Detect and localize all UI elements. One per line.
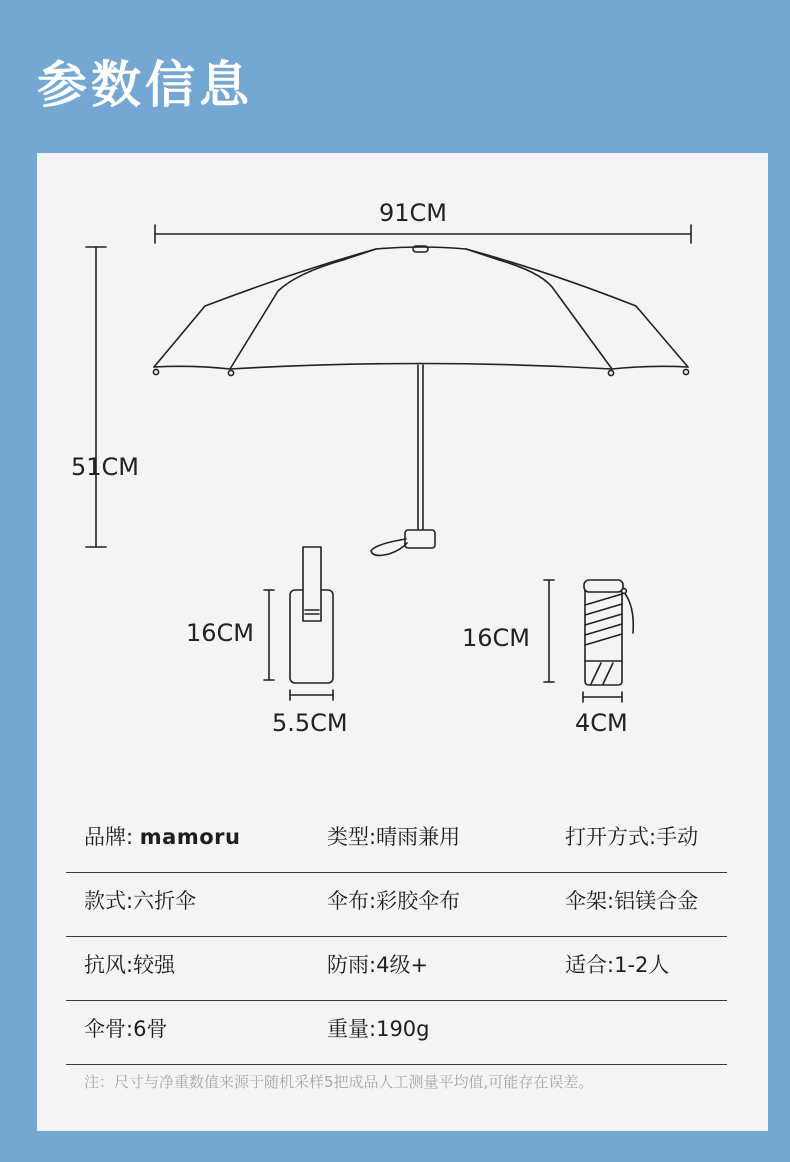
folded-height-a-label: 16CM [186, 619, 255, 647]
spec-style [84, 885, 196, 915]
spec-value: 190g [376, 1017, 430, 1041]
spec-type [327, 821, 460, 851]
open-umbrella-icon [153, 246, 688, 555]
spec-label: 抗风: [84, 953, 134, 977]
umbrella-diagram [37, 153, 768, 793]
spec-label: 适合: [565, 953, 615, 977]
spec-card [37, 153, 768, 1131]
spec-suitable-for [565, 949, 669, 979]
folded-width-b-label: 4CM [575, 709, 628, 737]
folded-umbrella-icon [544, 580, 633, 702]
spec-label: 伞布: [327, 889, 377, 913]
spec-label: 防雨: [327, 953, 377, 977]
folded-umbrella-sleeve-icon [264, 547, 333, 700]
spec-label: 品牌: [84, 825, 134, 849]
spec-value: 晴雨兼用 [376, 825, 461, 849]
footnote: 注：尺寸与净重数值来源于随机采样5把成品人工测量平均值,可能存在误差。 [84, 1073, 594, 1091]
spec-wind-resistance [84, 949, 175, 979]
spec-value: 彩胶伞布 [376, 889, 461, 913]
spec-value: 6骨 [133, 1017, 168, 1041]
spec-table [66, 809, 727, 1065]
folded-width-a-label: 5.5CM [272, 709, 348, 737]
height-dimension-line [86, 247, 106, 547]
spec-value: 4级+ [376, 953, 429, 977]
spec-row [66, 873, 727, 937]
spec-label: 伞架: [565, 889, 615, 913]
spec-ribs [84, 1013, 167, 1043]
folded-height-b-label: 16CM [462, 624, 531, 652]
spec-label: 重量: [327, 1017, 377, 1041]
width-dimension-line [155, 225, 691, 243]
spec-row [66, 937, 727, 1001]
spec-label: 打开方式: [565, 825, 657, 849]
spec-weight [327, 1013, 430, 1043]
spec-rain-proof [327, 949, 428, 979]
spec-frame [565, 885, 698, 915]
brand-logo: mamoru [139, 825, 241, 849]
spec-row [66, 1001, 727, 1065]
spec-value: 1-2人 [614, 953, 670, 977]
spec-label: 款式: [84, 889, 134, 913]
spec-value: 较强 [133, 953, 176, 977]
page-title: 参数信息 [37, 56, 253, 114]
spec-value: 铝镁合金 [614, 889, 699, 913]
spec-label: 类型: [327, 825, 377, 849]
spec-value: 手动 [656, 825, 699, 849]
spec-open-method [565, 821, 698, 851]
spec-fabric [327, 885, 460, 915]
spec-brand [84, 821, 240, 851]
spec-label: 伞骨: [84, 1017, 134, 1041]
width-open-label: 91CM [379, 199, 448, 227]
spec-value: 六折伞 [133, 889, 197, 913]
height-open-label: 51CM [71, 453, 140, 481]
spec-row [66, 809, 727, 873]
